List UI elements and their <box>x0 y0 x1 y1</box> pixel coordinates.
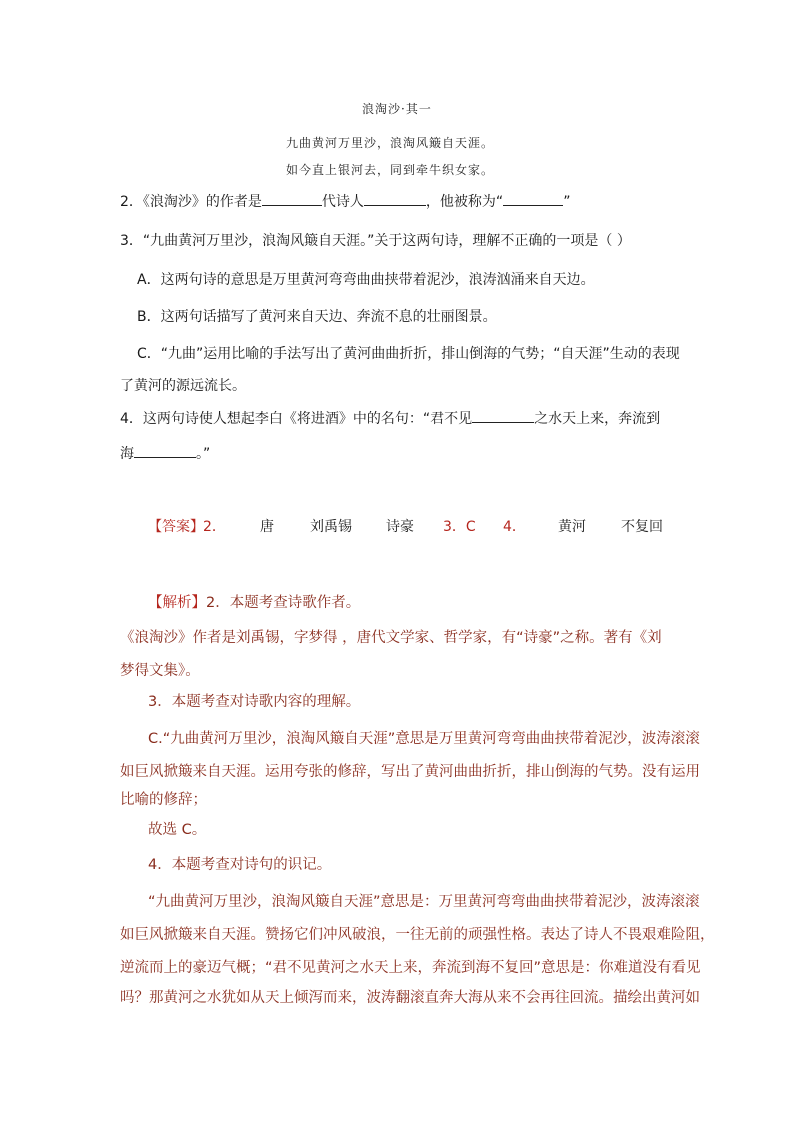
question-3-option-a: A．这两句诗的意思是万里黄河弯弯曲曲挟带着泥沙，浪涛汹涌来自天边。 <box>137 272 595 288</box>
answer-title: 诗豪 <box>386 519 414 535</box>
analysis-paragraph: 《浪淘沙》作者是刘禹锡，字梦得 ，唐代文学家、哲学家，有“诗豪”之称。著有《刘 <box>120 630 662 646</box>
question-2-mid: 代诗人 <box>321 194 364 210</box>
question-3-stem: 3．“九曲黄河万里沙，浪淘风簸自天涯。”关于这两句诗，理解不正确的一项是（ ） <box>120 233 631 249</box>
analysis-paragraph: 如巨风掀簸来自天涯。运用夸张的修辞，写出了黄河曲曲折折，排山倒海的气势。没有运用 <box>120 764 700 780</box>
answer-q3: 3．C <box>443 519 476 535</box>
question-2-mid2: ，他被称为“ <box>425 194 504 210</box>
answer-author: 刘禹锡 <box>310 519 352 535</box>
answer-q2-number: 2． <box>203 519 226 535</box>
analysis-paragraph: 如巨风掀簸来自天涯。赞扬它们冲风破浪，一往无前的顽强性格。表达了诗人不畏艰难险阻， <box>120 927 715 943</box>
answer-q4-number: 4． <box>503 519 526 535</box>
analysis-paragraph: 4．本题考查对诗句的识记。 <box>148 857 332 873</box>
question-2 <box>120 191 570 211</box>
poem-line-2: 如今直上银河去，同到牵牛织女家。 <box>286 163 495 177</box>
analysis-paragraph: 3．本题考查对诗歌内容的理解。 <box>148 694 361 710</box>
answer-river: 黄河 <box>558 519 586 535</box>
analysis-tag: 【解析】 <box>148 595 206 611</box>
question-3-option-b: B．这两句话描写了黄河来自天边、奔流不息的壮丽图景。 <box>137 309 497 325</box>
analysis-paragraph: 吗？那黄河之水犹如从天上倾泻而来，波涛翻滚直奔大海从来不会再往回流。描绘出黄河如 <box>120 990 700 1006</box>
question-4-line-2: 海 。” <box>120 446 211 462</box>
poem-line-1: 九曲黄河万里沙，浪淘风簸自天涯。 <box>286 136 495 150</box>
question-2-end: ” <box>563 194 571 210</box>
analysis-paragraph: 【解析】2．本题考查诗歌作者。 <box>148 595 361 611</box>
question-3-option-c-line-2: 了黄河的源远流长。 <box>120 378 246 394</box>
analysis-paragraph: 逆流而上的豪迈气概；“君不见黄河之水天上来，奔流到海不复回”意思是：你难道没有看见 <box>120 960 701 976</box>
answer-blank[interactable] <box>503 192 563 206</box>
question-3-option-c-line-1: C．“九曲”运用比喻的手法写出了黄河曲曲折折，排山倒海的气势；“自天涯”生动的表现 <box>137 346 680 362</box>
analysis-paragraph: 梦得文集》。 <box>120 663 200 679</box>
answer-tag: 【答案】 <box>148 519 204 535</box>
answer-phrase: 不复回 <box>621 519 663 535</box>
poem-title: 浪淘沙·其一 <box>362 102 432 116</box>
question-2-prefix: 2．《浪淘沙》的作者是 <box>120 194 262 210</box>
answer-blank[interactable] <box>134 444 196 458</box>
analysis-paragraph: C.“九曲黄河万里沙，浪淘风簸自天涯”意思是万里黄河弯弯曲曲挟带着泥沙，波涛滚滚 <box>148 731 700 747</box>
answer-blank[interactable] <box>364 192 426 206</box>
answer-dynasty: 唐 <box>260 519 274 535</box>
question-4-line-1: 4．这两句诗使人想起李白《将进酒》中的名句：“君不见 之水天上来，奔流到 <box>120 411 661 427</box>
analysis-paragraph: “九曲黄河万里沙，浪淘风簸自天涯”意思是：万里黄河弯弯曲曲挟带着泥沙，波涛滚滚 <box>148 894 700 910</box>
answer-blank[interactable] <box>472 409 534 423</box>
analysis-paragraph: 比喻的修辞； <box>120 792 207 808</box>
analysis-paragraph: 故选 C。 <box>148 822 207 838</box>
answer-blank[interactable] <box>262 192 322 206</box>
